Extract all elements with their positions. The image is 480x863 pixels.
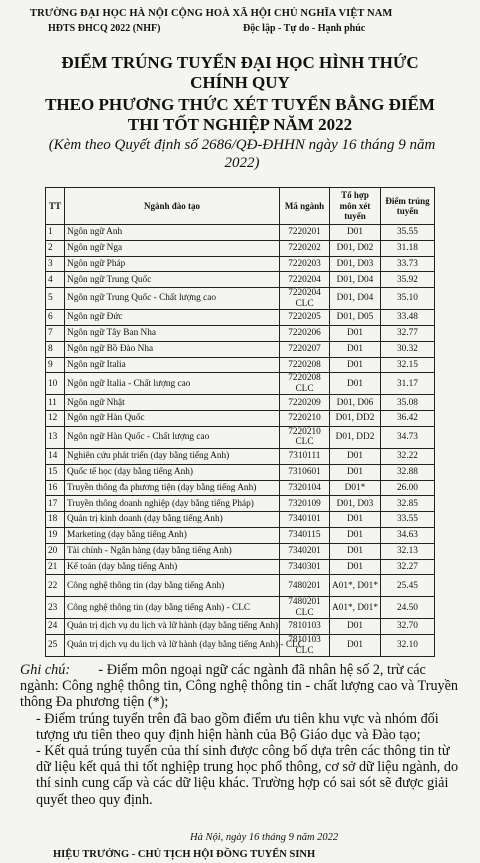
row-score: 32.88	[381, 464, 435, 480]
row-major-code: 7220205	[280, 310, 330, 326]
table-row	[46, 325, 435, 341]
row-subject-combo: D01	[330, 619, 381, 635]
row-score: 33.73	[381, 256, 435, 272]
row-major-code: 7340101	[280, 512, 330, 528]
row-major-name: Ngôn ngữ Bồ Đào Nha	[65, 341, 280, 357]
note-1: - Điểm môn ngoại ngữ các ngành đã nhân hệ số 2, trừ các ngành: Công nghệ thông tin, Công nghệ thông tin - chất lượng cao và Truyền thông Đa phương tiện (*);	[20, 662, 459, 711]
row-tt: 17	[46, 496, 65, 512]
table-row	[46, 272, 435, 288]
row-score: 32.27	[381, 559, 435, 575]
row-tt: 11	[46, 395, 65, 411]
row-subject-combo: D01, D03	[330, 496, 381, 512]
row-subject-combo: D01, D06	[330, 395, 381, 411]
row-tt: 24	[46, 619, 65, 635]
row-tt: 19	[46, 527, 65, 543]
row-score: 32.10	[381, 635, 435, 657]
row-major-name: Công nghệ thông tin (dạy bằng tiếng Anh) - CLC	[65, 597, 280, 619]
row-score: 34.73	[381, 426, 435, 448]
row-tt: 2	[46, 240, 65, 256]
row-tt: 18	[46, 512, 65, 528]
table-row	[46, 310, 435, 326]
row-score: 34.63	[381, 527, 435, 543]
title-line-2: CHÍNH QUY	[190, 73, 290, 92]
row-major-code: 7220206	[280, 325, 330, 341]
row-subject-combo: D01	[330, 559, 381, 575]
row-major-code: 7320104	[280, 480, 330, 496]
council-label: HĐTS ĐHCQ 2022 (NHF)	[48, 23, 161, 34]
row-subject-combo: D01	[330, 341, 381, 357]
row-major-name: Ngôn ngữ Italia - Chất lượng cao	[65, 373, 280, 395]
row-subject-combo: D01	[330, 225, 381, 241]
header-major: Ngành đào tạo	[65, 188, 280, 225]
row-major-code: 7220203	[280, 256, 330, 272]
row-score: 35.55	[381, 225, 435, 241]
row-tt: 10	[46, 373, 65, 395]
decision-reference: (Kèm theo Quyết định số 2686/QĐ-ĐHHN ngày 16 tháng 9 năm 2022)	[48, 137, 436, 171]
row-score: 36.42	[381, 411, 435, 427]
row-major-name: Ngôn ngữ Italia	[65, 357, 280, 373]
row-score: 31.17	[381, 373, 435, 395]
table-row	[46, 225, 435, 241]
table-row	[46, 448, 435, 464]
row-major-name: Nghiên cứu phát triển (dạy bằng tiếng Anh)	[65, 448, 280, 464]
row-major-name: Công nghệ thông tin (dạy bằng tiếng Anh)	[65, 575, 280, 597]
row-subject-combo: D01, D04	[330, 288, 381, 310]
row-major-code: 7220207	[280, 341, 330, 357]
row-major-name: Ngôn ngữ Hàn Quốc - Chất lượng cao	[65, 426, 280, 448]
header-code: Mã ngành	[280, 188, 330, 225]
row-major-code: 7310601	[280, 464, 330, 480]
row-major-name: Kế toán (dạy bằng tiếng Anh)	[65, 559, 280, 575]
row-subject-combo: D01	[330, 527, 381, 543]
table-row	[46, 464, 435, 480]
title-line-4: THI TỐT NGHIỆP NĂM 2022	[127, 115, 353, 134]
row-major-name: Ngôn ngữ Tây Ban Nha	[65, 325, 280, 341]
row-major-code: 7310111	[280, 448, 330, 464]
row-major-code: 7220208	[280, 357, 330, 373]
table-row	[46, 288, 435, 310]
table-row	[46, 597, 435, 619]
row-tt: 4	[46, 272, 65, 288]
row-major-name: Ngôn ngữ Nga	[65, 240, 280, 256]
document-header	[10, 8, 470, 42]
row-score: 35.08	[381, 395, 435, 411]
row-major-name: Ngôn ngữ Nhật	[65, 395, 280, 411]
row-subject-combo: A01*, D01*	[330, 575, 381, 597]
signer-title: HIỆU TRƯỞNG - CHỦ TỊCH HỘI ĐỒNG TUYỂN SINH	[53, 849, 316, 860]
row-tt: 3	[46, 256, 65, 272]
row-tt: 23	[46, 597, 65, 619]
table-row	[46, 411, 435, 427]
row-score: 32.22	[381, 448, 435, 464]
row-score: 26.00	[381, 480, 435, 496]
table-row	[46, 512, 435, 528]
row-major-name: Tài chính - Ngân hàng (dạy bằng tiếng Anh)	[65, 543, 280, 559]
row-tt: 6	[46, 310, 65, 326]
row-subject-combo: D01, DD2	[330, 411, 381, 427]
row-subject-combo: D01	[330, 325, 381, 341]
row-tt: 22	[46, 575, 65, 597]
header-tt: TT	[46, 188, 65, 225]
row-score: 32.15	[381, 357, 435, 373]
row-score: 24.50	[381, 597, 435, 619]
row-major-code: 7220204	[280, 272, 330, 288]
table-row	[46, 426, 435, 448]
row-major-code: 7480201	[280, 575, 330, 597]
notes-label: Ghi chú:	[20, 662, 71, 678]
row-major-code: 7220209	[280, 395, 330, 411]
row-major-code: 7480201 CLC	[280, 597, 330, 619]
row-tt: 14	[46, 448, 65, 464]
row-subject-combo: D01	[330, 357, 381, 373]
row-tt: 25	[46, 635, 65, 657]
row-score: 32.77	[381, 325, 435, 341]
row-tt: 5	[46, 288, 65, 310]
row-major-name: Quản trị dịch vụ du lịch và lữ hành (dạy bằng tiếng Anh) - CLC	[65, 635, 280, 657]
row-subject-combo: D01, D03	[330, 256, 381, 272]
row-major-name: Ngôn ngữ Trung Quốc	[65, 272, 280, 288]
row-subject-combo: D01	[330, 464, 381, 480]
row-subject-combo: D01, D02	[330, 240, 381, 256]
row-major-name: Quản trị kinh doanh (dạy bằng tiếng Anh)	[65, 512, 280, 528]
table-row	[46, 527, 435, 543]
national-motto: Độc lập - Tự do - Hạnh phúc	[243, 23, 366, 34]
header-combo: Tổ hợp môn xét tuyển	[330, 188, 381, 225]
row-major-code: 7340201	[280, 543, 330, 559]
row-tt: 12	[46, 411, 65, 427]
table-row	[46, 373, 435, 395]
header-score: Điểm trúng tuyển	[381, 188, 435, 225]
row-tt: 15	[46, 464, 65, 480]
row-major-name: Ngôn ngữ Hàn Quốc	[65, 411, 280, 427]
row-subject-combo: D01	[330, 448, 381, 464]
row-tt: 8	[46, 341, 65, 357]
table-row	[46, 395, 435, 411]
row-tt: 13	[46, 426, 65, 448]
table-row	[46, 341, 435, 357]
row-subject-combo: D01, D04	[330, 272, 381, 288]
row-major-name: Ngôn ngữ Anh	[65, 225, 280, 241]
row-score: 30.32	[381, 341, 435, 357]
row-major-code: 7220202	[280, 240, 330, 256]
row-tt: 1	[46, 225, 65, 241]
row-score: 32.13	[381, 543, 435, 559]
row-subject-combo: D01, D05	[330, 310, 381, 326]
row-major-code: 7810103	[280, 619, 330, 635]
row-subject-combo: D01	[330, 373, 381, 395]
table-body	[46, 225, 435, 657]
table-row	[46, 543, 435, 559]
row-major-code: 7340115	[280, 527, 330, 543]
row-subject-combo: A01*, D01*	[330, 597, 381, 619]
note-3: - Kết quả trúng tuyển của thí sinh được công bố dựa trên các thông tin từ dữ liệu kết quả thi tốt nghiệp trung học phổ thông, cơ sở dữ liệu ngành, do thí sinh cung cấp và các dữ liệu khác. Trường hợp có sai sót sẽ được giải quyết theo quy định.	[36, 743, 459, 808]
row-score: 31.18	[381, 240, 435, 256]
row-subject-combo: D01	[330, 512, 381, 528]
row-major-code: 7220208 CLC	[280, 373, 330, 395]
table-row	[46, 256, 435, 272]
row-score: 32.70	[381, 619, 435, 635]
row-tt: 21	[46, 559, 65, 575]
row-subject-combo: D01	[330, 543, 381, 559]
row-major-name: Ngôn ngữ Trung Quốc - Chất lượng cao	[65, 288, 280, 310]
row-subject-combo: D01	[330, 635, 381, 657]
row-major-name: Marketing (dạy bằng tiếng Anh)	[65, 527, 280, 543]
title-line-1: ĐIỂM TRÚNG TUYỂN ĐẠI HỌC HÌNH THỨC	[61, 53, 419, 72]
row-score: 33.48	[381, 310, 435, 326]
row-major-name: Ngôn ngữ Pháp	[65, 256, 280, 272]
row-subject-combo: D01*	[330, 480, 381, 496]
table-row	[46, 240, 435, 256]
notes-section	[20, 662, 460, 808]
row-major-name: Ngôn ngữ Đức	[65, 310, 280, 326]
table-row	[46, 575, 435, 597]
row-major-name: Truyền thông đa phương tiện (dạy bằng tiếng Anh)	[65, 480, 280, 496]
org-header: TRƯỜNG ĐẠI HỌC HÀ NỘI CỘNG HOÀ XÃ HỘI CHỦ NGHĨA VIỆT NAM	[30, 8, 393, 19]
row-major-code: 7220210	[280, 411, 330, 427]
row-major-code: 7220210 CLC	[280, 426, 330, 448]
row-major-code: 7340301	[280, 559, 330, 575]
row-score: 32.85	[381, 496, 435, 512]
row-major-code: 7220204 CLC	[280, 288, 330, 310]
row-tt: 7	[46, 325, 65, 341]
row-score: 35.10	[381, 288, 435, 310]
row-major-name: Quốc tế học (dạy bằng tiếng Anh)	[65, 464, 280, 480]
table-header-row	[46, 188, 435, 225]
row-subject-combo: D01, DD2	[330, 426, 381, 448]
row-score: 33.55	[381, 512, 435, 528]
note-2: - Điểm trúng tuyển trên đã bao gồm điểm ưu tiên khu vực và nhóm đối tượng ưu tiên theo quy định hiện hành của Bộ Giáo dục và Đào tạo;	[36, 710, 439, 743]
admission-scores-table	[45, 187, 435, 657]
table-row	[46, 559, 435, 575]
row-score: 25.45	[381, 575, 435, 597]
table-row	[46, 357, 435, 373]
signing-date: Hà Nội, ngày 16 tháng 9 năm 2022	[190, 832, 339, 843]
table-row	[46, 480, 435, 496]
table-row	[46, 635, 435, 657]
row-tt: 9	[46, 357, 65, 373]
row-major-code: 7810103 CLC	[280, 635, 330, 657]
row-major-code: 7220201	[280, 225, 330, 241]
table-row	[46, 619, 435, 635]
row-score: 35.92	[381, 272, 435, 288]
row-tt: 16	[46, 480, 65, 496]
row-major-name: Quản trị dịch vụ du lịch và lữ hành (dạy bằng tiếng Anh)	[65, 619, 280, 635]
row-tt: 20	[46, 543, 65, 559]
row-major-name: Truyền thông doanh nghiệp (dạy bằng tiếng Pháp)	[65, 496, 280, 512]
table-row	[46, 496, 435, 512]
row-major-code: 7320109	[280, 496, 330, 512]
title-line-3: THEO PHƯƠNG THỨC XÉT TUYỂN BẰNG ĐIỂM	[45, 95, 435, 114]
